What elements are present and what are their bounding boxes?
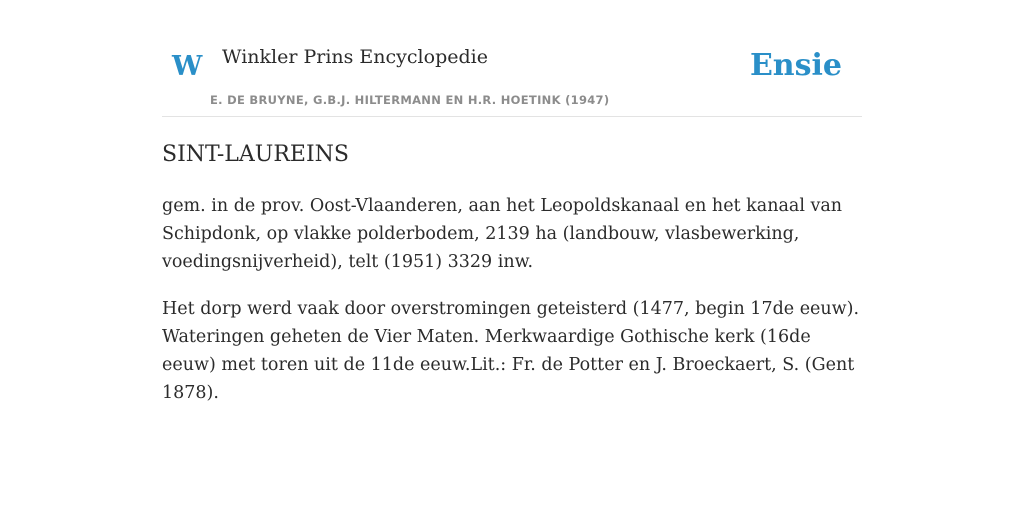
page-container — [162, 0, 862, 426]
article-paragraph: gem. in de prov. Oost-Vlaanderen, aan het Leopoldskanaal en het kanaal van Schipdonk, op vlakke polderbodem, 2139 ha (landbouw, vlasbewerking, voedingsnijverheid), telt (1951) 3329 inw. — [162, 195, 843, 272]
ensie-brand-link[interactable]: Ensie — [749, 48, 842, 83]
header — [162, 0, 862, 117]
authors-credit: E. DE BRUYNE, G.B.J. HILTERMANN EN H.R. HOETINK (1947) — [210, 93, 610, 107]
article — [162, 117, 862, 407]
article-title: SINT-LAUREINS — [162, 142, 349, 167]
article-paragraph: Het dorp werd vaak door overstromingen geteisterd (1477, begin 17de eeuw). Wateringen geheten de Vier Maten. Merkwaardige Gothische kerk (16de eeuw) met toren uit de 11de eeuw.Lit.: Fr. de Potter en J. Broeckaert, S. (Gent 1878). — [162, 298, 860, 403]
winkler-prins-logo[interactable]: W — [172, 51, 203, 82]
site-title[interactable]: Winkler Prins Encyclopedie — [222, 46, 488, 68]
